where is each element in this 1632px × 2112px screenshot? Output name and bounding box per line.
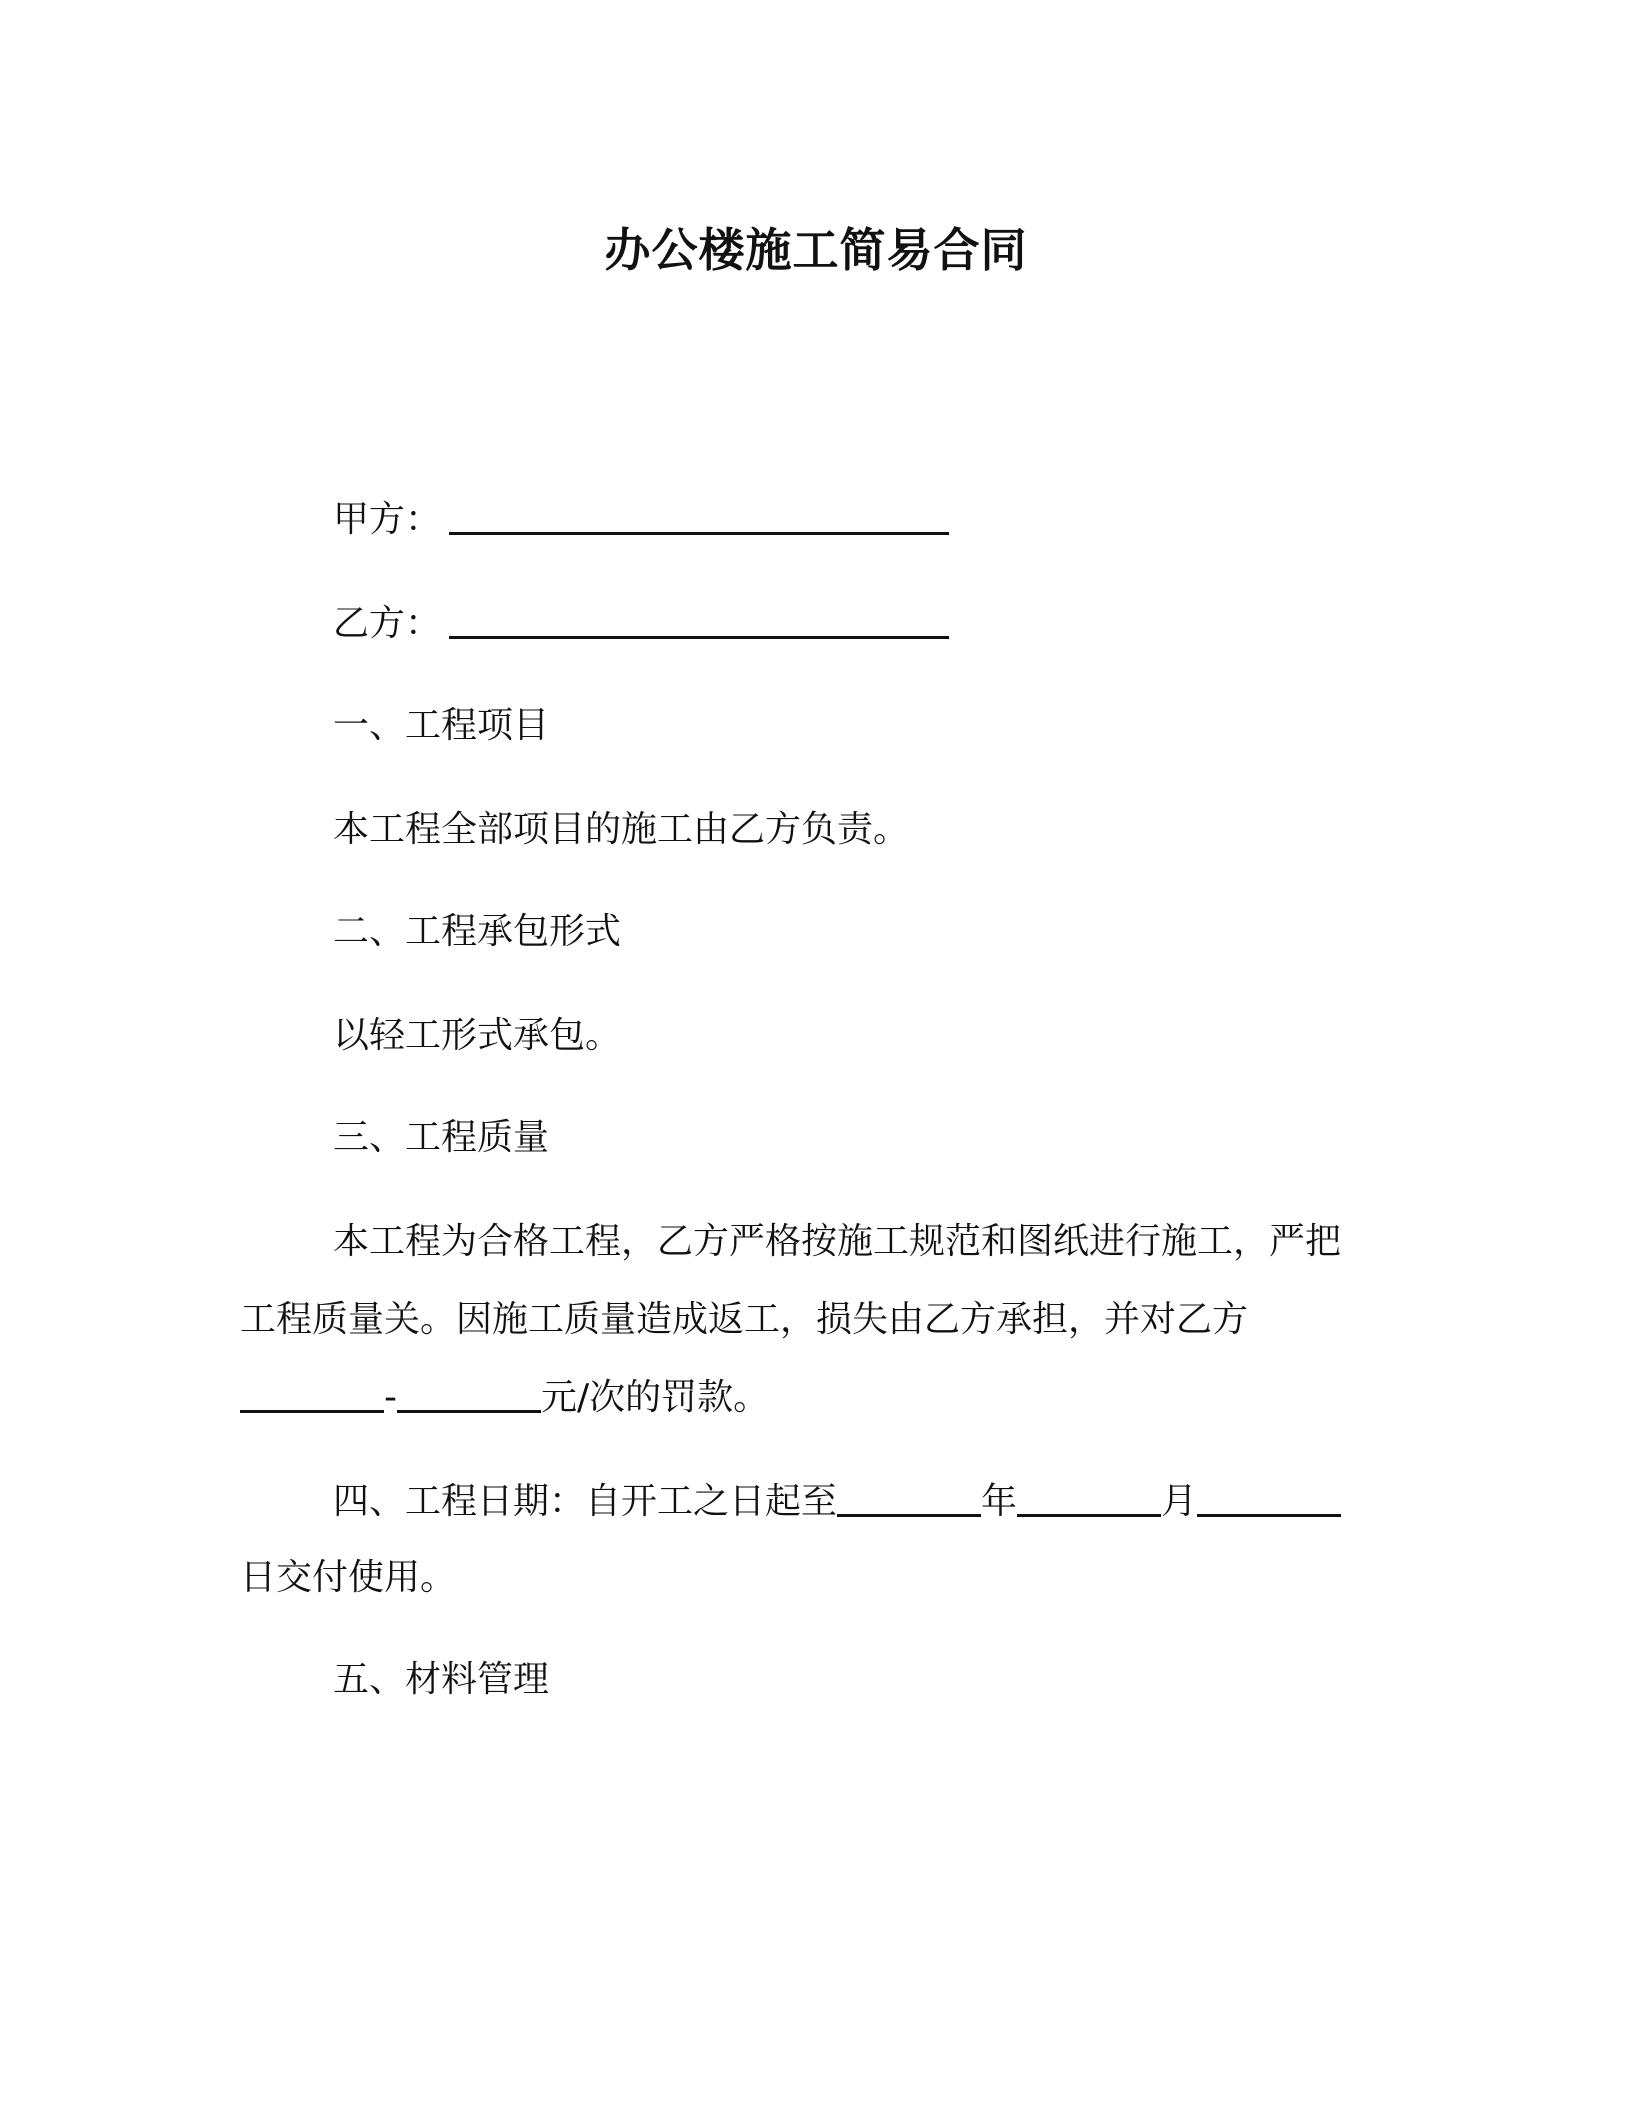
section-4-prefix: 四、工程日期：自开工之日起至 xyxy=(333,1481,838,1522)
penalty-min-blank xyxy=(240,1374,384,1413)
section-3-line-3 xyxy=(240,1374,769,1422)
section-3-line-1: 本工程为合格工程，乙方严格按施工规范和图纸进行施工，严把 xyxy=(333,1221,1342,1262)
party-a-line xyxy=(333,496,949,544)
section-1-heading: 一、工程项目 xyxy=(333,705,550,746)
section-2-heading: 二、工程承包形式 xyxy=(333,911,622,952)
year-blank xyxy=(837,1478,981,1517)
section-3-line-2: 工程质量关。因施工质量造成返工，损失由乙方承担，并对乙方 xyxy=(240,1299,1249,1340)
section-2-body: 以轻工形式承包。 xyxy=(333,1015,622,1056)
party-a-blank xyxy=(449,496,949,535)
section-3-heading: 三、工程质量 xyxy=(333,1117,550,1158)
party-b-line xyxy=(333,600,949,648)
month-label: 月 xyxy=(1161,1481,1198,1522)
month-blank xyxy=(1017,1478,1161,1517)
day-blank xyxy=(1197,1478,1341,1517)
document-title: 办公楼施工简易合同 xyxy=(604,223,1028,277)
penalty-dash: - xyxy=(384,1377,397,1418)
year-label: 年 xyxy=(981,1481,1018,1522)
section-5-heading: 五、材料管理 xyxy=(333,1659,550,1700)
penalty-max-blank xyxy=(397,1374,541,1413)
section-4-line-1 xyxy=(333,1478,1341,1526)
section-4-line-2: 日交付使用。 xyxy=(240,1557,457,1598)
party-b-label: 乙方： xyxy=(333,603,442,644)
party-a-label: 甲方： xyxy=(333,499,442,540)
penalty-suffix: 元/次的罚款。 xyxy=(541,1377,770,1418)
section-1-body: 本工程全部项目的施工由乙方负责。 xyxy=(333,809,910,850)
party-b-blank xyxy=(449,600,949,639)
